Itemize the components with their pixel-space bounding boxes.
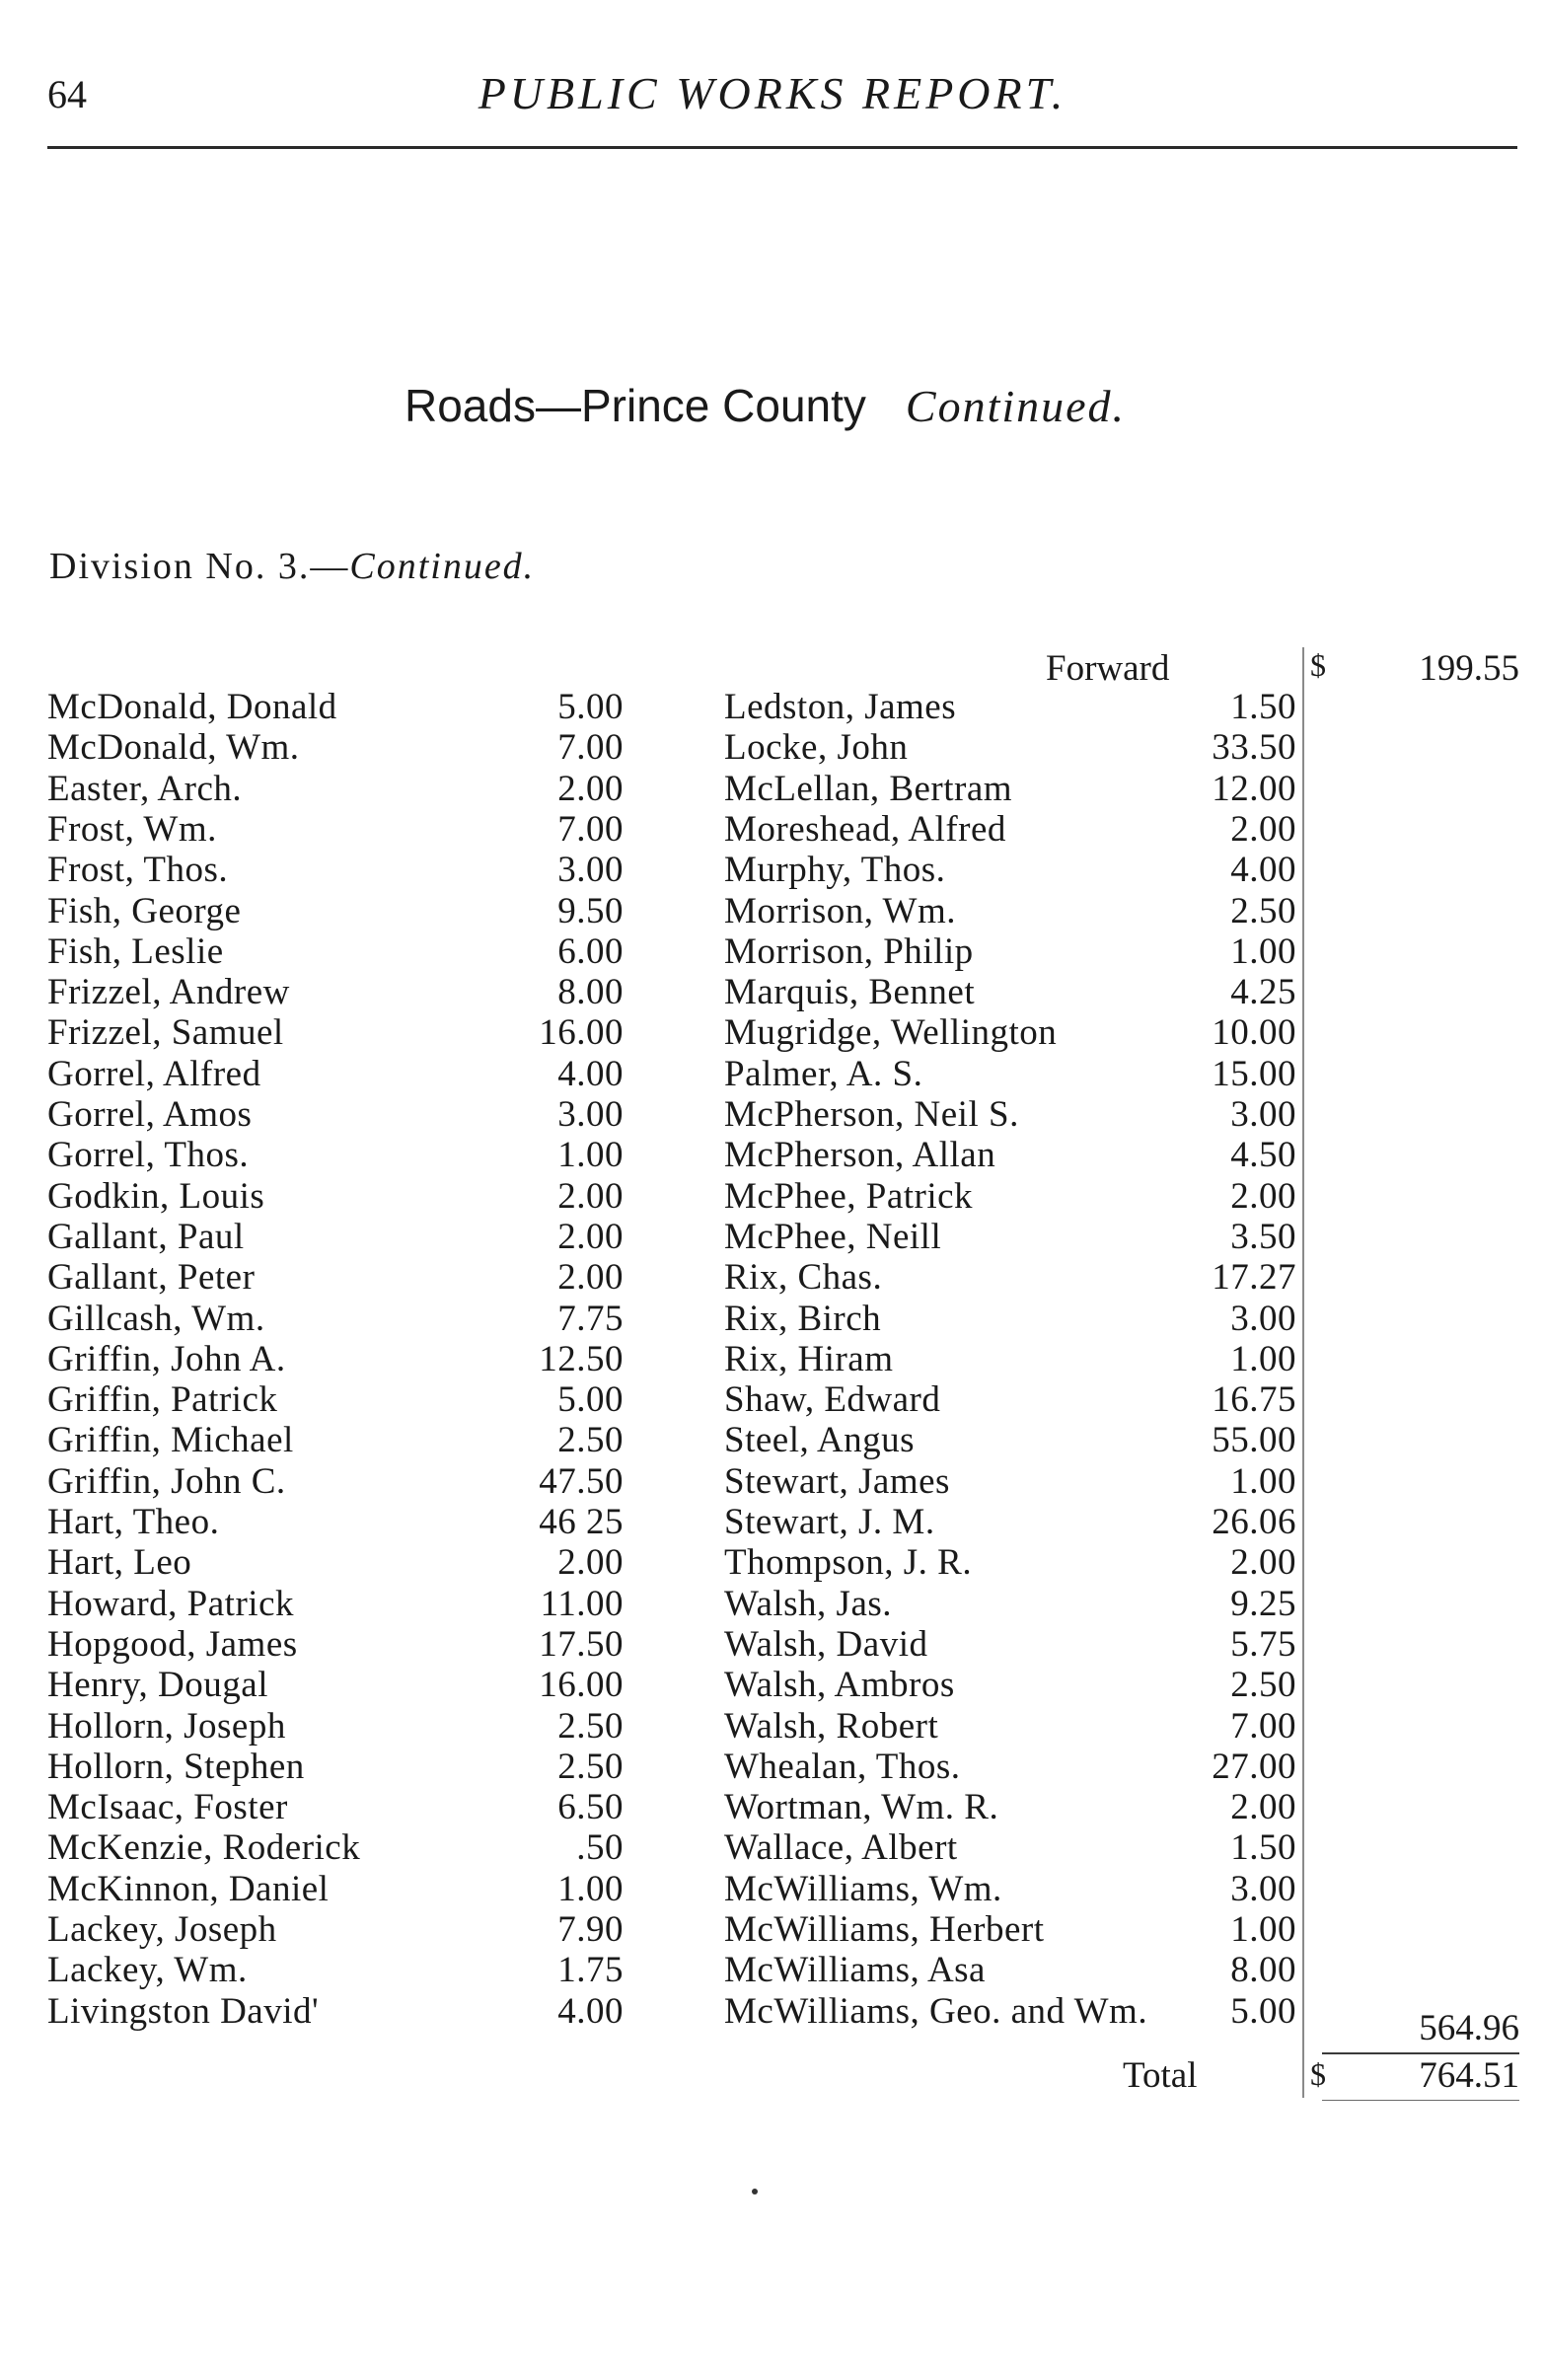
right-entry-name: Stewart, J. M. <box>724 1502 935 1542</box>
right-entry-amount: 3.00 <box>1230 1869 1296 1909</box>
left-entry-name: McDonald, Wm. <box>47 727 300 768</box>
left-entry-name: Hart, Leo <box>47 1542 192 1583</box>
left-entry-amount: 9.50 <box>557 891 624 931</box>
left-entry-amount: 2.00 <box>557 1542 624 1583</box>
left-entry-name: Livingston David' <box>47 1991 320 2032</box>
left-entry-name: Hollorn, Stephen <box>47 1747 305 1787</box>
column-total: 564.96 <box>1419 2008 1519 2048</box>
right-entry-amount: 7.00 <box>1230 1706 1296 1747</box>
left-entry-amount: 7.00 <box>557 727 624 768</box>
right-entry-name: Rix, Chas. <box>724 1257 883 1298</box>
left-entry-amount: 3.00 <box>557 850 624 890</box>
right-entry-amount: 17.27 <box>1212 1257 1296 1298</box>
left-entry-amount: 4.00 <box>557 1991 624 2032</box>
section-title-continued: Continued. <box>905 381 1127 431</box>
right-entry-name: Steel, Angus <box>724 1420 916 1460</box>
total-amount: 764.51 <box>1419 2055 1519 2096</box>
right-entry-name: Mugridge, Wellington <box>724 1012 1058 1053</box>
right-entry-amount: 9.25 <box>1230 1584 1296 1624</box>
right-entry-name: Locke, John <box>724 727 909 768</box>
page-number: 64 <box>47 72 87 116</box>
left-entry-name: Hart, Theo. <box>47 1502 220 1542</box>
left-entry-name: Fish, George <box>47 891 242 931</box>
right-entry-amount: 10.00 <box>1212 1012 1296 1053</box>
right-entry-amount: 2.00 <box>1230 1787 1296 1827</box>
left-entry-name: Griffin, John A. <box>47 1339 286 1379</box>
left-entry-amount: 5.00 <box>557 687 624 727</box>
left-entry-amount: 4.00 <box>557 1054 624 1094</box>
left-entry-amount: 47.50 <box>539 1461 624 1502</box>
right-entry-amount: 5.75 <box>1230 1624 1296 1665</box>
left-entry-amount: 7.90 <box>557 1909 624 1950</box>
left-entry-name: Gorrel, Thos. <box>47 1135 250 1175</box>
right-entry-name: Shaw, Edward <box>724 1379 941 1420</box>
left-entry-name: Frizzel, Samuel <box>47 1012 284 1053</box>
left-entry-name: Gallant, Peter <box>47 1257 256 1298</box>
left-entry-amount: 1.00 <box>557 1869 624 1909</box>
right-entry-name: Wallace, Albert <box>724 1827 958 1868</box>
right-entry-name: McPherson, Neil S. <box>724 1094 1019 1135</box>
left-entry-name: Gorrel, Alfred <box>47 1054 261 1094</box>
section-title <box>405 379 1126 432</box>
right-entry-amount: 27.00 <box>1212 1747 1296 1787</box>
right-entry-name: Thompson, J. R. <box>724 1542 973 1583</box>
right-entry-amount: 3.50 <box>1230 1217 1296 1257</box>
left-entry-name: McDonald, Donald <box>47 687 337 727</box>
left-entry-amount: 16.00 <box>539 1012 624 1053</box>
left-entry-amount: 6.00 <box>557 931 624 972</box>
right-entry-name: McWilliams, Geo. and Wm. <box>724 1991 1148 2032</box>
right-entry-amount: 4.00 <box>1230 850 1296 890</box>
right-entry-name: McWilliams, Asa <box>724 1950 986 1990</box>
division-heading <box>49 545 535 588</box>
left-entry-amount: 2.50 <box>557 1706 624 1747</box>
left-entry-amount: 1.00 <box>557 1135 624 1175</box>
ink-dot <box>752 2189 758 2194</box>
right-entry-amount: 55.00 <box>1212 1420 1296 1460</box>
left-entry-name: Gillcash, Wm. <box>47 1299 265 1339</box>
right-entry-amount: 2.00 <box>1230 1176 1296 1217</box>
left-entry-amount: 16.00 <box>539 1665 624 1705</box>
left-entry-name: Hopgood, James <box>47 1624 298 1665</box>
right-entry-amount: 15.00 <box>1212 1054 1296 1094</box>
left-entry-name: McKenzie, Roderick <box>47 1827 361 1868</box>
right-entry-amount: 3.00 <box>1230 1094 1296 1135</box>
right-entry-amount: 26.06 <box>1212 1502 1296 1542</box>
right-entry-amount: 1.00 <box>1230 1909 1296 1950</box>
right-entry-name: Morrison, Wm. <box>724 891 957 931</box>
left-entry-name: Howard, Patrick <box>47 1584 294 1624</box>
left-entry-name: Hollorn, Joseph <box>47 1706 286 1747</box>
right-entry-amount: 1.50 <box>1230 1827 1296 1868</box>
left-entry-name: McKinnon, Daniel <box>47 1869 330 1909</box>
left-entry-name: Frost, Wm. <box>47 809 217 850</box>
right-entry-name: Murphy, Thos. <box>724 850 946 890</box>
right-entry-amount: 1.00 <box>1230 1339 1296 1379</box>
right-entry-name: Stewart, James <box>724 1461 950 1502</box>
left-entry-amount: .50 <box>576 1827 624 1868</box>
column-rule <box>1302 647 1304 2098</box>
right-entry-amount: 8.00 <box>1230 1950 1296 1990</box>
right-entry-amount: 1.50 <box>1230 687 1296 727</box>
left-entry-name: Lackey, Joseph <box>47 1909 277 1950</box>
header-rule <box>47 146 1517 149</box>
right-entry-name: Palmer, A. S. <box>724 1054 923 1094</box>
right-entry-amount: 2.00 <box>1230 1542 1296 1583</box>
forward-label: Forward <box>1046 648 1170 689</box>
left-entry-amount: 5.00 <box>557 1379 624 1420</box>
left-entry-amount: 2.00 <box>557 769 624 809</box>
right-entry-amount: 2.00 <box>1230 809 1296 850</box>
division-continued: Continued. <box>349 546 536 587</box>
total-currency: $ <box>1310 2056 1326 2092</box>
right-entry-name: McPhee, Neill <box>724 1217 942 1257</box>
right-entry-amount: 4.25 <box>1230 972 1296 1012</box>
left-entry-name: Griffin, Patrick <box>47 1379 278 1420</box>
left-entry-amount: 2.00 <box>557 1217 624 1257</box>
forward-amount: 199.55 <box>1419 648 1519 689</box>
right-entry-name: McPhee, Patrick <box>724 1176 974 1217</box>
left-entry-amount: 6.50 <box>557 1787 624 1827</box>
left-entry-amount: 3.00 <box>557 1094 624 1135</box>
left-entry-name: Easter, Arch. <box>47 769 243 809</box>
right-entry-amount: 4.50 <box>1230 1135 1296 1175</box>
left-entry-name: Fish, Leslie <box>47 931 224 972</box>
right-entry-amount: 12.00 <box>1212 769 1296 809</box>
right-entry-name: McPherson, Allan <box>724 1135 996 1175</box>
left-entry-name: Griffin, Michael <box>47 1420 294 1460</box>
right-entry-name: Whealan, Thos. <box>724 1747 961 1787</box>
left-entry-name: Griffin, John C. <box>47 1461 286 1502</box>
right-entry-amount: 3.00 <box>1230 1299 1296 1339</box>
left-entry-name: McIsaac, Foster <box>47 1787 288 1827</box>
left-entry-amount: 2.50 <box>557 1747 624 1787</box>
left-entry-amount: 7.00 <box>557 809 624 850</box>
forward-currency: $ <box>1310 647 1326 683</box>
right-entry-name: McLellan, Bertram <box>724 769 1013 809</box>
left-entry-name: Frizzel, Andrew <box>47 972 290 1012</box>
right-entry-name: Rix, Hiram <box>724 1339 894 1379</box>
division-label: Division No. 3.— <box>49 546 350 587</box>
left-entry-amount: 11.00 <box>540 1584 624 1624</box>
left-entry-name: Godkin, Louis <box>47 1176 265 1217</box>
right-entry-name: Marquis, Bennet <box>724 972 976 1012</box>
right-entry-name: Walsh, David <box>724 1624 928 1665</box>
right-entry-name: Ledston, James <box>724 687 957 727</box>
left-entry-amount: 2.50 <box>557 1420 624 1460</box>
right-entry-amount: 2.50 <box>1230 1665 1296 1705</box>
running-head: PUBLIC WORKS REPORT. <box>478 68 1067 118</box>
total-rule <box>1322 2100 1519 2101</box>
left-entry-name: Frost, Thos. <box>47 850 229 890</box>
left-entry-amount: 1.75 <box>557 1950 624 1990</box>
right-entry-amount: 5.00 <box>1230 1991 1296 2032</box>
left-entry-amount: 8.00 <box>557 972 624 1012</box>
right-entry-name: Morrison, Philip <box>724 931 974 972</box>
right-entry-amount: 1.00 <box>1230 931 1296 972</box>
right-entry-amount: 16.75 <box>1212 1379 1296 1420</box>
left-entry-amount: 7.75 <box>557 1299 624 1339</box>
right-entry-amount: 1.00 <box>1230 1461 1296 1502</box>
total-label: Total <box>1123 2055 1198 2096</box>
left-entry-amount: 46 25 <box>539 1502 624 1542</box>
left-entry-name: Henry, Dougal <box>47 1665 268 1705</box>
section-title-text: Roads—Prince County <box>405 380 866 431</box>
right-entry-name: McWilliams, Wm. <box>724 1869 1002 1909</box>
left-entry-amount: 12.50 <box>539 1339 624 1379</box>
right-entry-name: Moreshead, Alfred <box>724 809 1006 850</box>
left-entry-amount: 2.00 <box>557 1257 624 1298</box>
right-entry-name: Walsh, Ambros <box>724 1665 955 1705</box>
left-entry-name: Lackey, Wm. <box>47 1950 248 1990</box>
left-entry-name: Gorrel, Amos <box>47 1094 253 1135</box>
right-entry-amount: 33.50 <box>1212 727 1296 768</box>
left-entry-amount: 17.50 <box>539 1624 624 1665</box>
right-entry-name: McWilliams, Herbert <box>724 1909 1045 1950</box>
left-entry-name: Gallant, Paul <box>47 1217 245 1257</box>
right-entry-name: Walsh, Robert <box>724 1706 939 1747</box>
right-entry-name: Walsh, Jas. <box>724 1584 893 1624</box>
right-entry-name: Wortman, Wm. R. <box>724 1787 999 1827</box>
left-entry-amount: 2.00 <box>557 1176 624 1217</box>
right-entry-name: Rix, Birch <box>724 1299 882 1339</box>
right-entry-amount: 2.50 <box>1230 891 1296 931</box>
